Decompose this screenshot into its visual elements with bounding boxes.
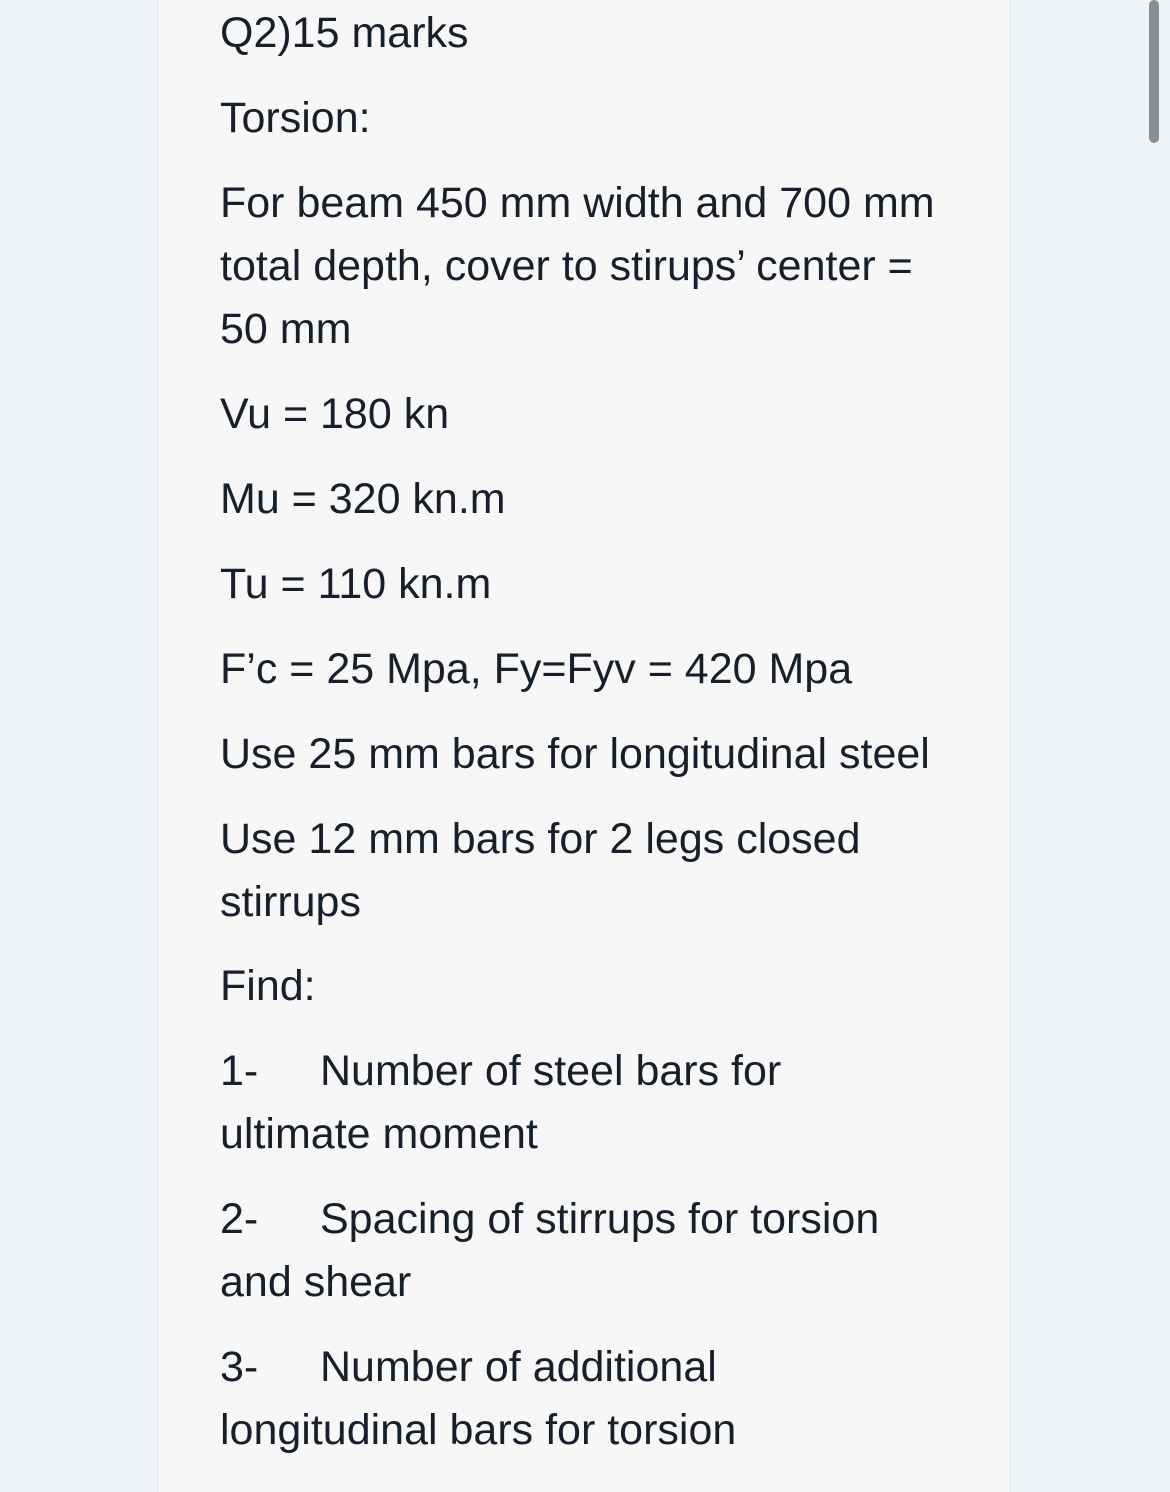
given-torsion: Tu = 110 kn.m — [220, 560, 492, 608]
question-heading: Q2)15 marks — [220, 9, 469, 57]
given-material-strength: F’c = 25 Mpa, Fy=Fyv = 420 Mpa — [220, 645, 853, 693]
vertical-scrollbar-thumb[interactable] — [1149, 0, 1159, 143]
find-item — [220, 1336, 920, 1462]
question-topic: Torsion: — [220, 94, 371, 142]
find-item-number: 3- — [220, 1343, 259, 1391]
given-moment: Mu = 320 kn.m — [220, 475, 506, 523]
find-label: Find: — [220, 962, 316, 1010]
find-item-text: Number of steel bars for ultimate moment — [220, 1047, 782, 1158]
given-shear: Vu = 180 kn — [220, 390, 450, 438]
find-item-number: 2- — [220, 1195, 259, 1243]
given-longitudinal-bars: Use 25 mm bars for longitudinal steel — [220, 730, 930, 778]
find-item — [220, 1040, 920, 1166]
question-description: For beam 450 mm width and 700 mm total depth, cover to stirups’ center = 50 mm — [220, 179, 935, 353]
find-item-number: 1- — [220, 1047, 259, 1095]
find-item-text: Spacing of stirrups for torsion and shear — [220, 1195, 880, 1306]
find-item-text: Number of additional longitudinal bars for torsion — [220, 1343, 737, 1454]
find-item — [220, 1188, 920, 1314]
question-card — [157, 0, 1011, 1492]
given-stirrup-bars: Use 12 mm bars for 2 legs closed stirrups — [220, 815, 861, 926]
